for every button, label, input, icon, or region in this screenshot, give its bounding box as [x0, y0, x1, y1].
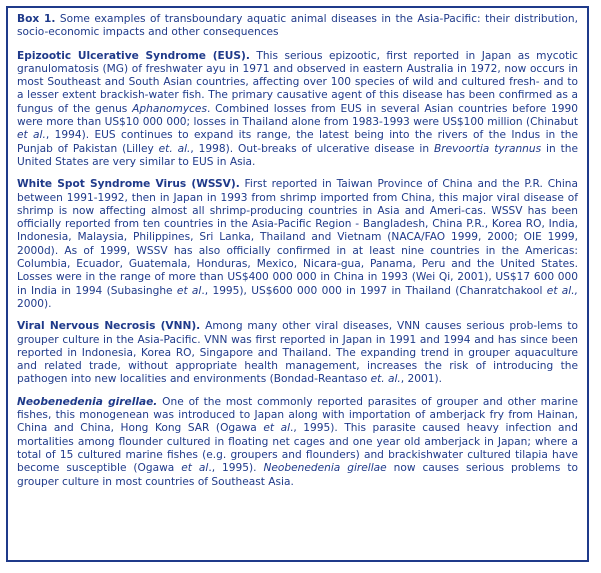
section-eus	[17, 50, 578, 170]
section-eus-text: in the United States are very similar to EUS in Asia.	[17, 142, 578, 168]
section-neobenedenia-title: Neobenedenia girellae.	[17, 395, 158, 408]
section-eus-text: , 1998). Out-breaks of ulcerative disease in	[190, 142, 434, 155]
section-vnn	[17, 320, 578, 386]
italic-text: et al.	[17, 129, 46, 142]
italic-text: Brevoortia tyrannus	[433, 142, 542, 155]
italic-text: et al.,	[546, 284, 578, 297]
box-caption	[17, 13, 578, 40]
section-vnn-text: , 2001).	[400, 373, 442, 386]
box-caption-text: Some examples of transboundary aquatic animal diseases in the Asia-Pacific: their distribution, socio-economic impacts and other consequences	[17, 13, 578, 39]
section-neobenedenia-text: One of the most commonly reported parasites of grouper and other marine fishes, this monogenean was introduced to Japan along with importation of amberjack fry from Hainan, China and China, Hong Kong SAR (Ogawa	[17, 395, 578, 435]
section-neobenedenia-text: now causes serious problems to grouper culture in most countries of Southeast Asia.	[17, 462, 579, 488]
italic-text: et al	[176, 284, 202, 297]
italic-text: et al	[263, 422, 291, 435]
box-1	[6, 6, 589, 562]
section-eus-text: , 1994). EUS continues to expand its range, the latest being into the rivers of the Indus in the Punjab of Pakistan (Lilley	[17, 129, 578, 155]
italic-text: Aphanomyces	[132, 102, 207, 115]
section-neobenedenia-text: ., 1995). This parasite caused heavy infection and mortalities among flounder cultured in floating net cages and one year old amberjack in Japan; where a total of 15 cultured marine fishes (e.g. groupers and flounders) and brackishwater cultured tilapia have become susceptible (Ogawa	[17, 422, 578, 475]
italic-text: Neobenedenia girellae	[263, 462, 387, 475]
section-wssv-text: 2000).	[17, 297, 52, 310]
italic-text: et. al.	[158, 142, 191, 155]
section-wssv-text: ., 1995), US$600 000 000 in 1997 in Thailand (Chanratchakool	[201, 284, 547, 297]
section-wssv	[17, 178, 578, 311]
section-neobenedenia	[17, 396, 578, 489]
section-wssv-text: First reported in Taiwan Province of China and the P.R. China between 1991-1992, then in Japan in 1993 from shrimp imported from China, this major viral disease of shrimp is now affecting almost all shrimp-producing countries in Asia and Ameri-cas. WSSV has been officially reported from ten countries in the Asia-Pacific Region - Bangladesh, China P.R., Korea RO, India, Indonesia, Malaysia, Philippines, Sri Lanka, Thailand and Vietnam (NACA/FAO 1999, 2000; OIE 1999, 2000d). As of 1999, WSSV has also officially confirmed in at least nine countries in the Americas: Columbia, Ecuador, Guatemala, Honduras, Mexico, Nicara-gua, Panama, Peru and the United States. Losses were in the range of more than US$400 000 000 in China in 1993 (Wei Qi, 2001), US$17 600 000 in India in 1994 (Subasinghe	[17, 178, 578, 297]
section-eus-title: Epizootic Ulcerative Syndrome (EUS).	[17, 49, 250, 62]
section-vnn-title: Viral Nervous Necrosis (VNN).	[17, 320, 201, 333]
box-label: Box 1.	[17, 13, 56, 25]
section-vnn-text: Among many other viral diseases, VNN causes serious prob-lems to grouper culture in the Asia-Pacific. VNN was first reported in Japan in 1991 and 1994 and has since been reported in Indonesia, Korea RO, Singapore and Thailand. The expanding trend in grouper aquaculture and related trade, without appropriate health management, increases the risk of introducing the pathogen into new localities and environments (Bondad-Reantaso	[17, 320, 578, 386]
section-eus-text: . Combined losses from EUS in several Asian countries before 1990 were more than US$10 000 000; losses in Thailand alone from 1983-1993 were US$100 million (Chinabut	[17, 102, 579, 129]
italic-text: et al	[181, 462, 209, 475]
italic-text: et. al.	[370, 373, 401, 386]
section-wssv-title: White Spot Syndrome Virus (WSSV).	[17, 178, 240, 191]
section-eus-text: This serious epizootic, first reported in Japan as mycotic granulomatosis (MG) of freshwater ayu in 1971 and observed in eastern Australia in 1972, now occurs in most Southeast and South Asian countries, affecting over 100 species of wild and cultured fresh- and to a lesser extent brackish-water fish. The primary causative agent of this disease has been confirmed as a fungus of the genus	[17, 49, 578, 115]
section-neobenedenia-text: ., 1995).	[208, 462, 264, 475]
